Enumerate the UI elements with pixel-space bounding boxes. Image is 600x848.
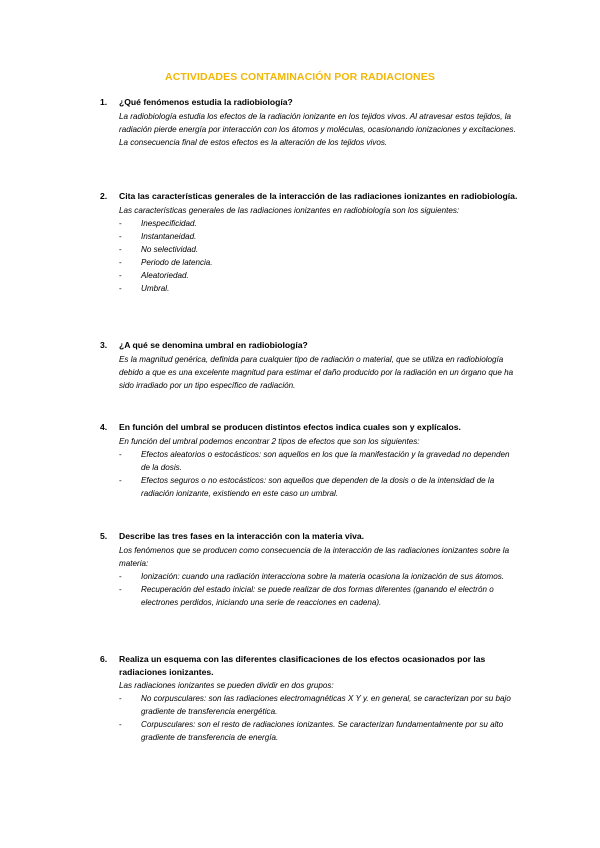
question-1 <box>100 96 520 149</box>
answer-text: Es la magnitud genérica, definida para cualquier tipo de radiación o material, que se utiliza en radiobiología debido a que es una excelente magnitud para estimar el daño producido por la radiación en un órgano que ha sido irradiado por un tipo específico de radiación. <box>119 354 514 390</box>
question-number: 6. <box>100 654 108 664</box>
answer-text: Las características generales de las radiaciones ionizantes en radiobiología son los siguientes: <box>119 205 460 215</box>
list-item: - Aleatoriedad. <box>119 270 189 280</box>
question-2 <box>100 190 520 295</box>
answer-text: Las radiaciones ionizantes se pueden dividir en dos grupos: <box>119 681 334 690</box>
question-number: 2. <box>100 191 108 201</box>
question-text: Describe las tres fases en la interacción con la materia viva. <box>119 531 365 541</box>
question-number: 3. <box>100 340 108 350</box>
list-item: - No corpusculares: son las radiaciones electromagnéticas X Y y. en general, se caracterizan por su bajo gradiente de transferencia energética. <box>119 694 511 716</box>
answer-text: Los fenómenos que se producen como consecuencia de la interacción de las radiaciones ionizantes sobre la materia: <box>119 545 510 568</box>
question-text: ¿A qué se denomina umbral en radiobiología? <box>119 340 308 350</box>
question-5 <box>100 530 520 609</box>
question-heading <box>100 190 520 203</box>
list-item: - Recuperación del estado inicial: se puede realizar de dos formas diferentes (ganando el electrón o electrones perdidos, iniciando una serie de reacciones en cadena). <box>119 584 494 607</box>
list-item: - Periodo de latencia. <box>119 257 213 267</box>
list-item: - Efectos seguros o no estocásticos: son aquellos que dependen de la dosis o de la intensidad de la radiación ionizante, existiendo en este caso un umbral. <box>119 475 495 498</box>
list-item: - Ionización: cuando una radiación interacciona sobre la materia ocasiona la ionización de sus átomos. <box>119 571 505 581</box>
question-heading <box>100 530 520 543</box>
list-item: - Inespecificidad. <box>119 218 197 228</box>
question-heading <box>100 421 520 434</box>
question-text: Cita las características generales de la interacción de las radiaciones ionizantes en radiobiología. <box>119 191 518 201</box>
answer-text: La radiobiología estudia los efectos de la radiación ionizante en los tejidos vivos. Al atravesar estos tejidos, la radiación pierde energía por interacción con los átomos y moléculas, ocasionando ionizaciones y excitaciones. La consecuencia final de estos efectos es la alteración de los tejidos vivos. <box>119 111 516 147</box>
list-item: - Instantaneidad. <box>119 231 197 241</box>
question-number: 5. <box>100 531 108 541</box>
question-text: Realiza un esquema con las diferentes clasificaciones de los efectos ocasionados por las radiaciones ionizantes. <box>119 654 486 677</box>
document-title: ACTIVIDADES CONTAMINACIÓN POR RADIACIONES <box>165 71 435 83</box>
question-number: 4. <box>100 422 108 432</box>
question-heading <box>100 96 520 109</box>
question-3 <box>100 339 520 392</box>
list-item: - Umbral. <box>119 283 170 293</box>
question-text: ¿Qué fenómenos estudia la radiobiología? <box>119 97 293 107</box>
list-item: - Efectos aleatorios o estocásticos: son aquellos en los que la manifestación y la gravedad no dependen de la dosis. <box>119 449 510 472</box>
question-heading <box>100 653 520 678</box>
question-4 <box>100 421 520 500</box>
question-6 <box>100 653 520 744</box>
answer-text: En función del umbral podemos encontrar 2 tipos de efectos que son los siguientes: <box>119 436 420 446</box>
list-item: - No selectividad. <box>119 244 199 254</box>
list-item: - Corpusculares: son el resto de radiaciones ionizantes. Se caracterizan fundamentalmente por su alto gradiente de transferencia de energía. <box>119 720 504 742</box>
question-number: 1. <box>100 97 108 107</box>
question-text: En función del umbral se producen distintos efectos indica cuales son y explícalos. <box>119 422 461 432</box>
question-heading <box>100 339 520 352</box>
